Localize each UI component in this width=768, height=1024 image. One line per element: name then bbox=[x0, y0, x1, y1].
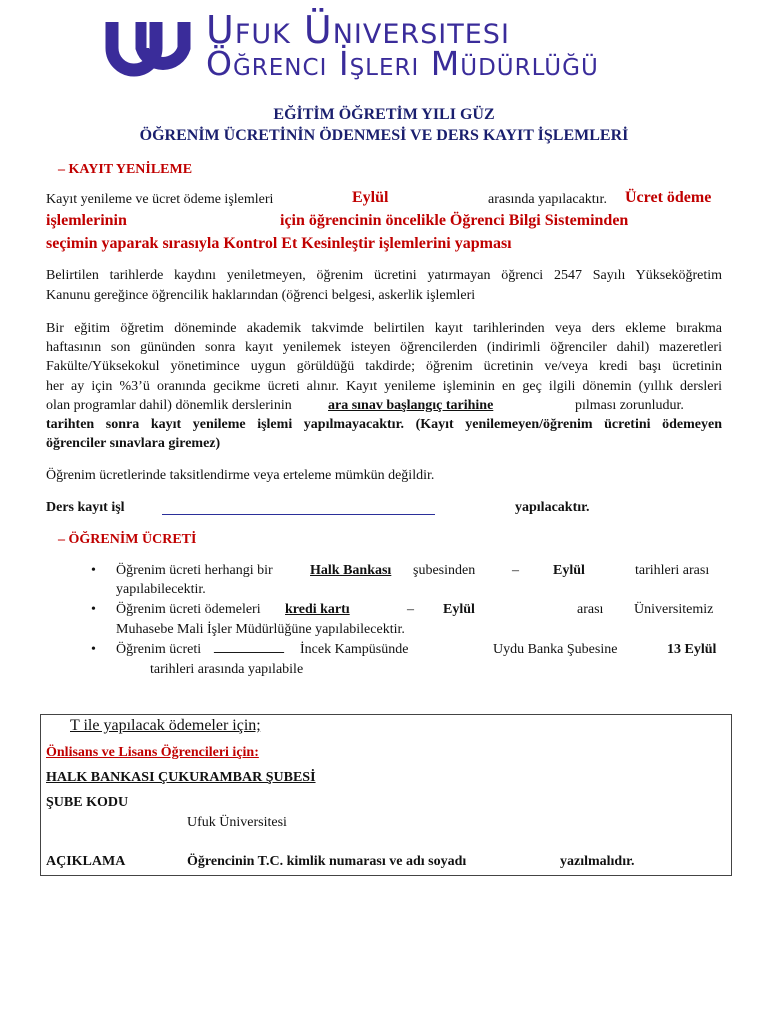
paragraph-line: Belirtilen tarihlerde kaydını yeniletmeyen, öğrenim ücretini yatırmayan öğrenci 2547 Sayılı Yükseköğretim bbox=[46, 268, 722, 283]
payment-info-box bbox=[40, 714, 732, 876]
paragraph-line: öğrenciler sınavlara giremez) bbox=[46, 436, 221, 451]
text: Öğrenim ücreti bbox=[116, 642, 202, 657]
text: için öğrencinin öncelikle Öğrenci Bilgi Sisteminden bbox=[280, 212, 629, 229]
description-label: AÇIKLAMA bbox=[46, 854, 126, 869]
text: – bbox=[407, 602, 414, 617]
section-heading-kayit: – KAYIT YENİLEME bbox=[58, 162, 193, 177]
description-text: Öğrencinin T.C. kimlik numarası ve adı soyadı bbox=[187, 854, 467, 869]
month: Eylül bbox=[443, 602, 475, 617]
text: İncek Kampüsünde bbox=[300, 642, 409, 657]
logo-title: Ufuk Üniversitesi bbox=[206, 8, 510, 52]
bullet-icon: • bbox=[91, 602, 96, 617]
paragraph-line: Fakülte/Yüksekokul yönetimince uygun görüldüğü takdirde; öğrenim ücretinin ve/veya kredi başı ücretinin bbox=[46, 359, 722, 374]
paragraph-line: Kanunu gereğince öğrencilik haklarından (öğrenci belgesi, askerlik işlemleri bbox=[46, 288, 476, 303]
text: Öğrenim ücreti herhangi bir bbox=[116, 563, 273, 578]
box-subtitle: Önlisans ve Lisans Öğrencileri için: bbox=[46, 745, 259, 760]
recipient-name: Ufuk Üniversitesi bbox=[187, 815, 287, 830]
paragraph-line: haftasının son gününden sonra kayıt yenilemek isteyen öğrencilerden (indirimli öğrenciler dahil) mazeretleri bbox=[46, 340, 722, 355]
bank-name: Halk Bankası bbox=[310, 563, 392, 578]
date: 13 Eylül bbox=[667, 642, 717, 657]
text: – bbox=[512, 563, 519, 578]
text: Ücret ödeme bbox=[625, 189, 712, 206]
blank-line bbox=[162, 514, 435, 515]
month: Eylül bbox=[352, 189, 389, 206]
text: Öğrenim ücreti ödemeleri bbox=[116, 602, 261, 617]
text: seçimin yaparak sırasıyla Kontrol Et Kesinleştir işlemlerini yapması bbox=[46, 235, 512, 252]
logo-subtitle: Öğrenci İşleri Müdürlüğü bbox=[206, 44, 599, 83]
text: Ders kayıt işl bbox=[46, 500, 125, 515]
logo-mark-icon bbox=[104, 18, 192, 78]
text: şubesinden bbox=[413, 563, 476, 578]
bank-branch: HALK BANKASI ÇUKURAMBAR ŞUBESİ bbox=[46, 770, 316, 785]
bullet-icon: • bbox=[91, 563, 96, 578]
paragraph-line: Öğrenim ücretlerinde taksitlendirme veya erteleme mümkün değildir. bbox=[46, 468, 435, 483]
bullet-icon: • bbox=[91, 642, 96, 657]
text: Uydu Banka Şubesine bbox=[493, 642, 618, 657]
text: arası bbox=[577, 602, 604, 617]
description-text: yazılmalıdır. bbox=[560, 854, 635, 869]
page-subtitle: ÖĞRENİM ÜCRETİNİN ÖDENMESİ VE DERS KAYIT İŞLEMLERİ bbox=[139, 127, 629, 144]
branch-code-label: ŞUBE KODU bbox=[46, 795, 129, 810]
text: Kayıt yenileme ve ücret ödeme işlemleri bbox=[46, 192, 274, 207]
page-title: EĞİTİM ÖĞRETİM YILI GÜZ bbox=[273, 106, 495, 123]
deadline-text: ara sınav başlangıç tarihine bbox=[328, 398, 494, 413]
blank: __________ bbox=[214, 640, 284, 655]
text: Muhasebe Mali İşler Müdürlüğüne yapılabilecektir. bbox=[116, 622, 405, 637]
paragraph-line: pılması zorunludur. bbox=[575, 398, 684, 413]
text: tarihleri arası bbox=[635, 563, 710, 578]
text: yapılacaktır. bbox=[515, 500, 590, 515]
text: arasında yapılacaktır. bbox=[488, 192, 607, 207]
paragraph-line: tarihten sonra kayıt yenileme işlemi yapılmayacaktır. (Kayıt yenilemeyen/öğrenim ücretini ödemeyen bbox=[46, 417, 722, 432]
section-heading-ucret: – ÖĞRENİM ÜCRETİ bbox=[58, 532, 197, 547]
paragraph-line: Bir eğitim öğretim döneminde akademik takvimde belirtilen kayıt tarihlerinden veya ders ekleme bırakma bbox=[46, 321, 722, 336]
paragraph-line: olan programlar dahil) dönemlik derslerinin bbox=[46, 398, 292, 413]
text: işlemlerinin bbox=[46, 212, 127, 229]
payment-method: kredi kartı bbox=[285, 602, 350, 617]
text: tarihleri arasında yapılabile bbox=[150, 662, 304, 677]
paragraph-line: her ay için %3’ü oranında gecikme ücreti alınır. Kayıt yenileme işleminin en geç ilgili dönemin (yıllık dersleri bbox=[46, 379, 722, 394]
text: Üniversitemiz bbox=[634, 602, 714, 617]
text: yapılabilecektir. bbox=[116, 582, 206, 597]
box-title: T ile yapılacak ödemeler için; bbox=[70, 717, 261, 734]
month: Eylül bbox=[553, 563, 585, 578]
